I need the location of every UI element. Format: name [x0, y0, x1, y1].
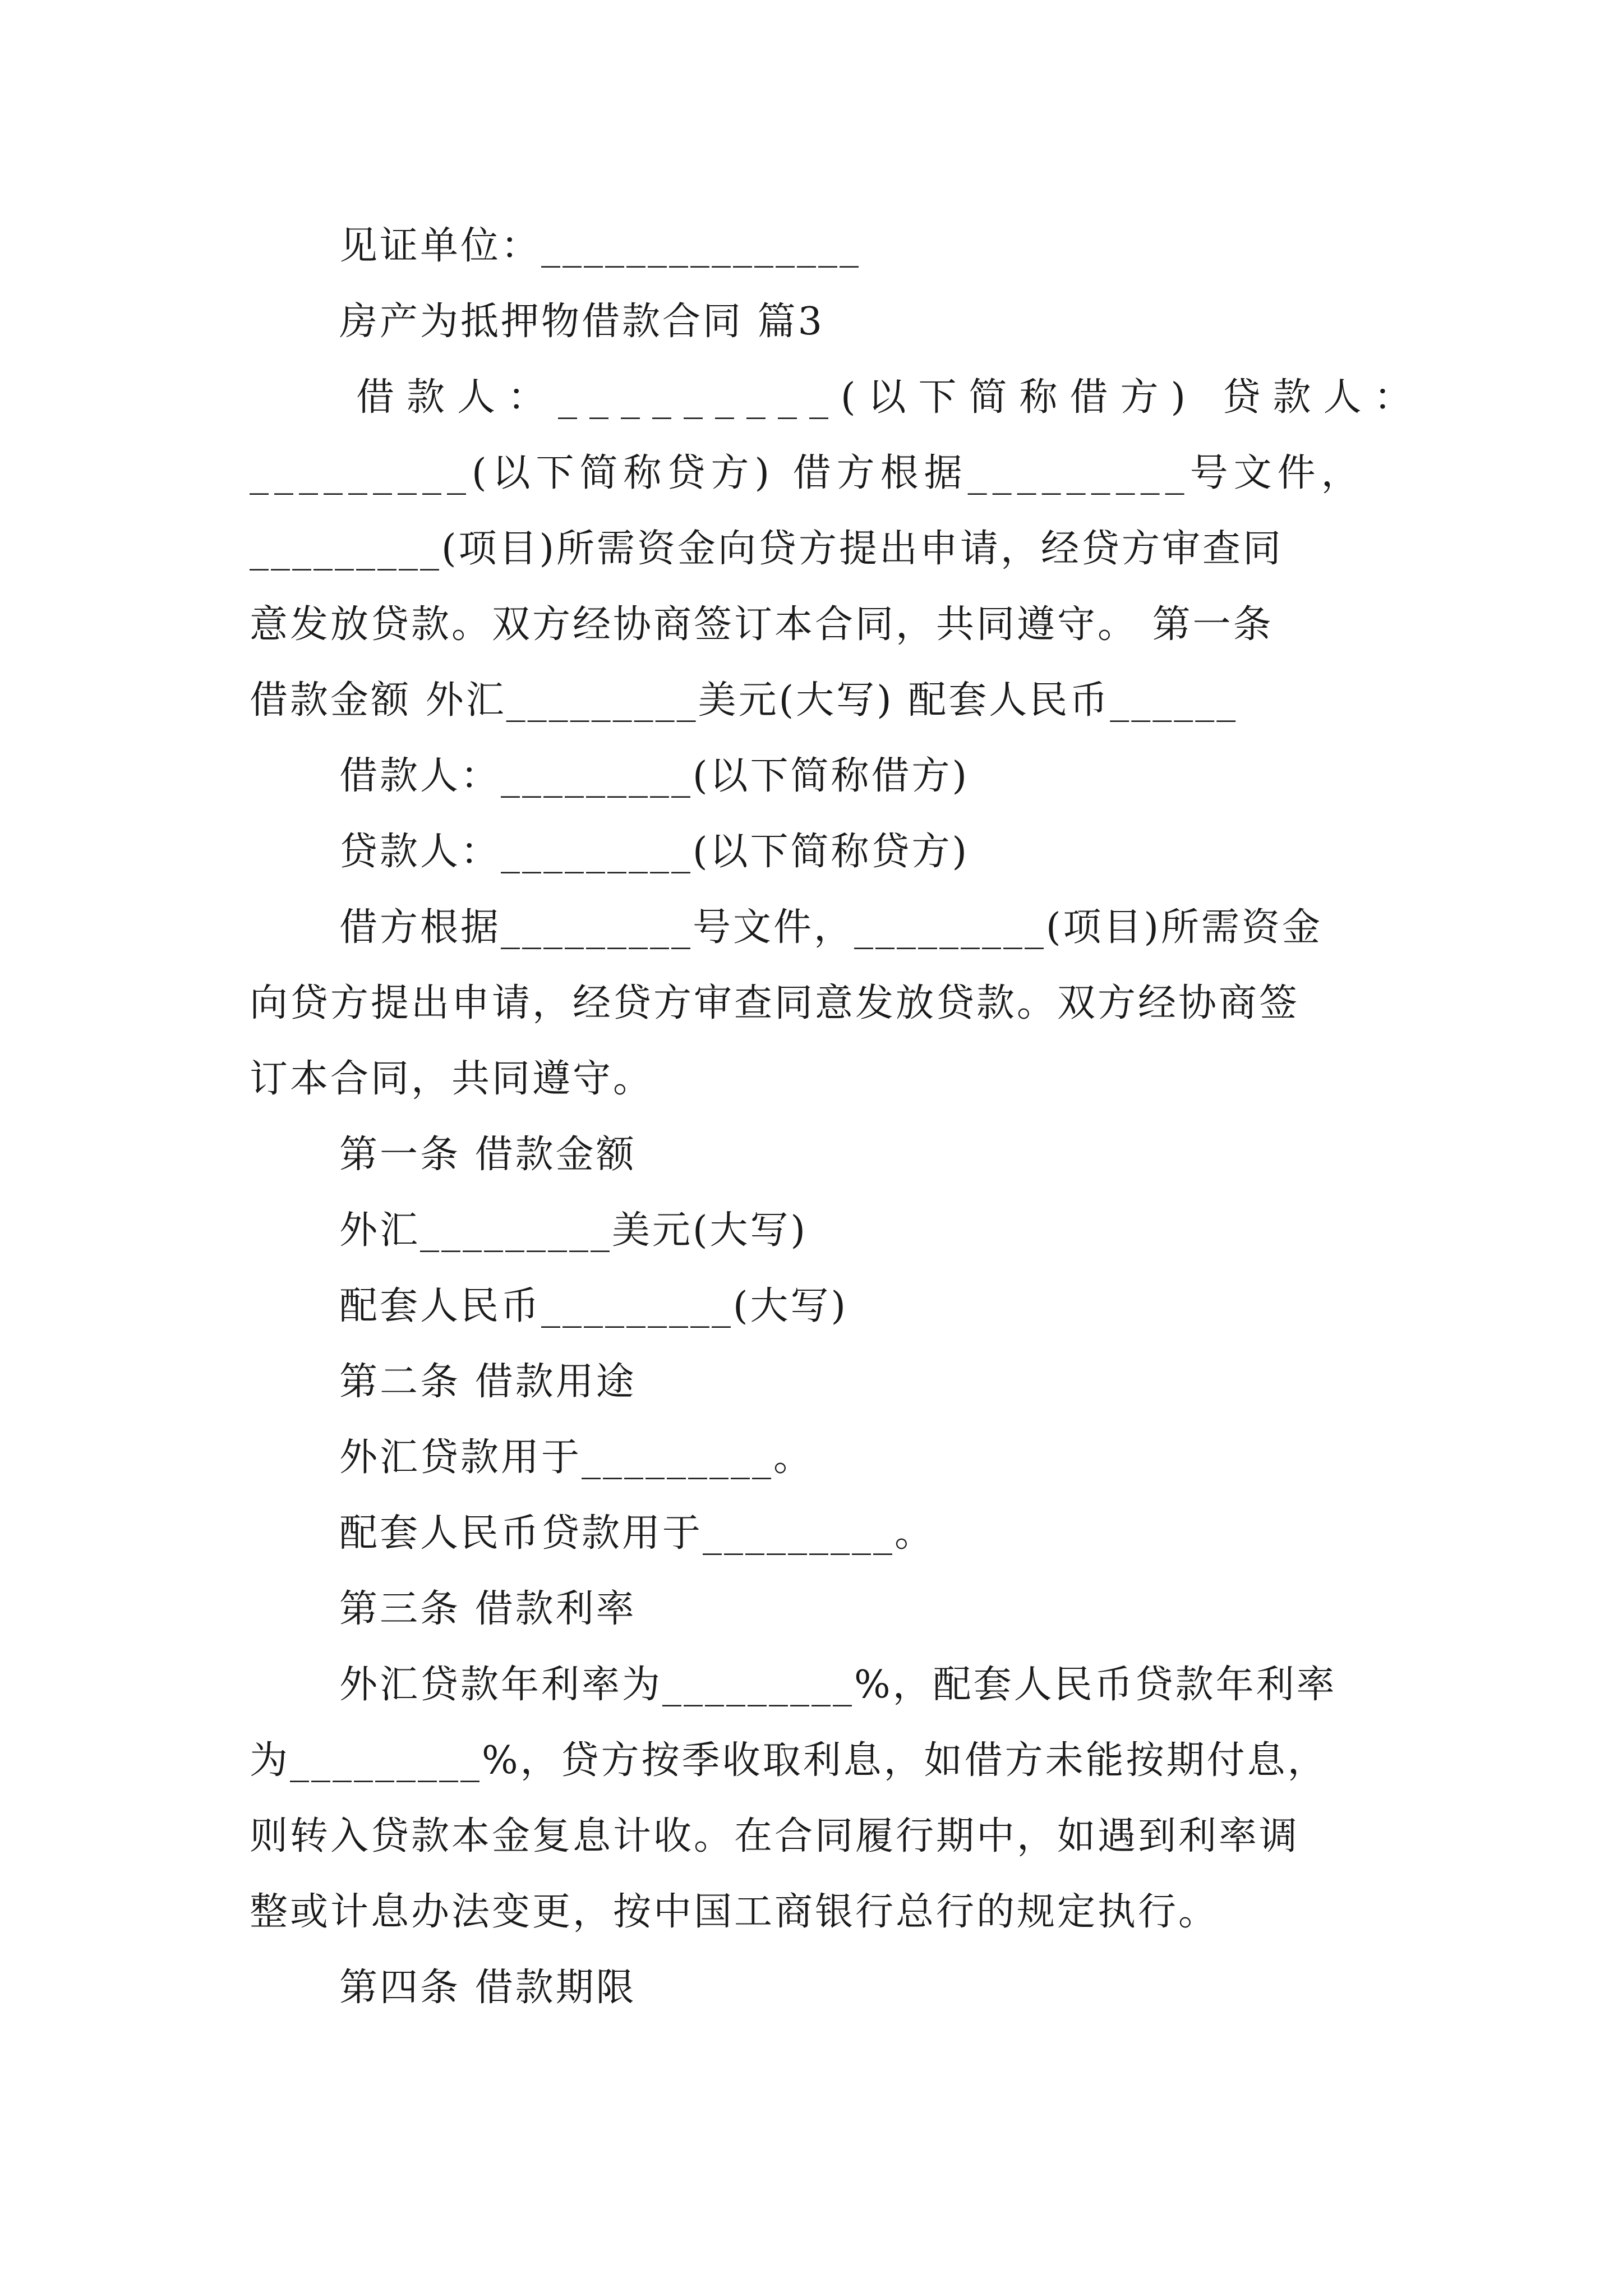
paragraph-line: 借款人：_________(以下简称借方) 贷款人： — [356, 375, 1424, 420]
paragraph-line: 订本合同，共同遵守。 — [250, 1057, 654, 1101]
article-heading: 第四条 借款期限 — [339, 1966, 637, 2010]
paragraph-line: 为_________%，贷方按季收取利息，如借方未能按期付息， — [250, 1738, 1328, 1783]
paragraph-line: _________(以下简称贷方) 借方根据_________号文件， — [250, 451, 1365, 495]
paragraph-line: 借方根据_________号文件，_________(项目)所需资金 — [339, 905, 1323, 950]
lender-line: 贷款人：_________(以下简称贷方) — [339, 830, 970, 874]
borrower-line: 借款人：_________(以下简称借方) — [339, 754, 970, 798]
paragraph-line: 配套人民币贷款用于_________。 — [339, 1511, 935, 1556]
article-heading: 第二条 借款用途 — [339, 1360, 637, 1404]
paragraph-line: 意发放贷款。双方经协商签订本合同，共同遵守。 第一条 — [250, 602, 1274, 647]
section-title: 房产为抵押物借款合同 篇3 — [339, 300, 824, 344]
paragraph-line: 整或计息办法变更，按中国工商银行总行的规定执行。 — [250, 1890, 1219, 1934]
paragraph-line: 外汇_________美元(大写) — [339, 1208, 808, 1253]
paragraph-line: 借款金额 外汇_________美元(大写) 配套人民币______ — [250, 678, 1238, 723]
witness-unit-line: 见证单位：_______________ — [339, 224, 861, 268]
article-heading: 第三条 借款利率 — [339, 1587, 637, 1631]
paragraph-line: 向贷方提出申请，经贷方审查同意发放贷款。双方经协商签 — [250, 981, 1300, 1025]
paragraph-line: 外汇贷款年利率为_________%，配套人民币贷款年利率 — [339, 1663, 1337, 1707]
paragraph-line: 外汇贷款用于_________。 — [339, 1435, 814, 1480]
article-heading: 第一条 借款金额 — [339, 1133, 637, 1177]
paragraph-line: 则转入贷款本金复息计收。在合同履行期中，如遇到利率调 — [250, 1814, 1300, 1858]
paragraph-line: _________(项目)所需资金向贷方提出申请，经贷方审查同 — [250, 527, 1284, 571]
paragraph-line: 配套人民币_________(大写) — [339, 1284, 849, 1328]
